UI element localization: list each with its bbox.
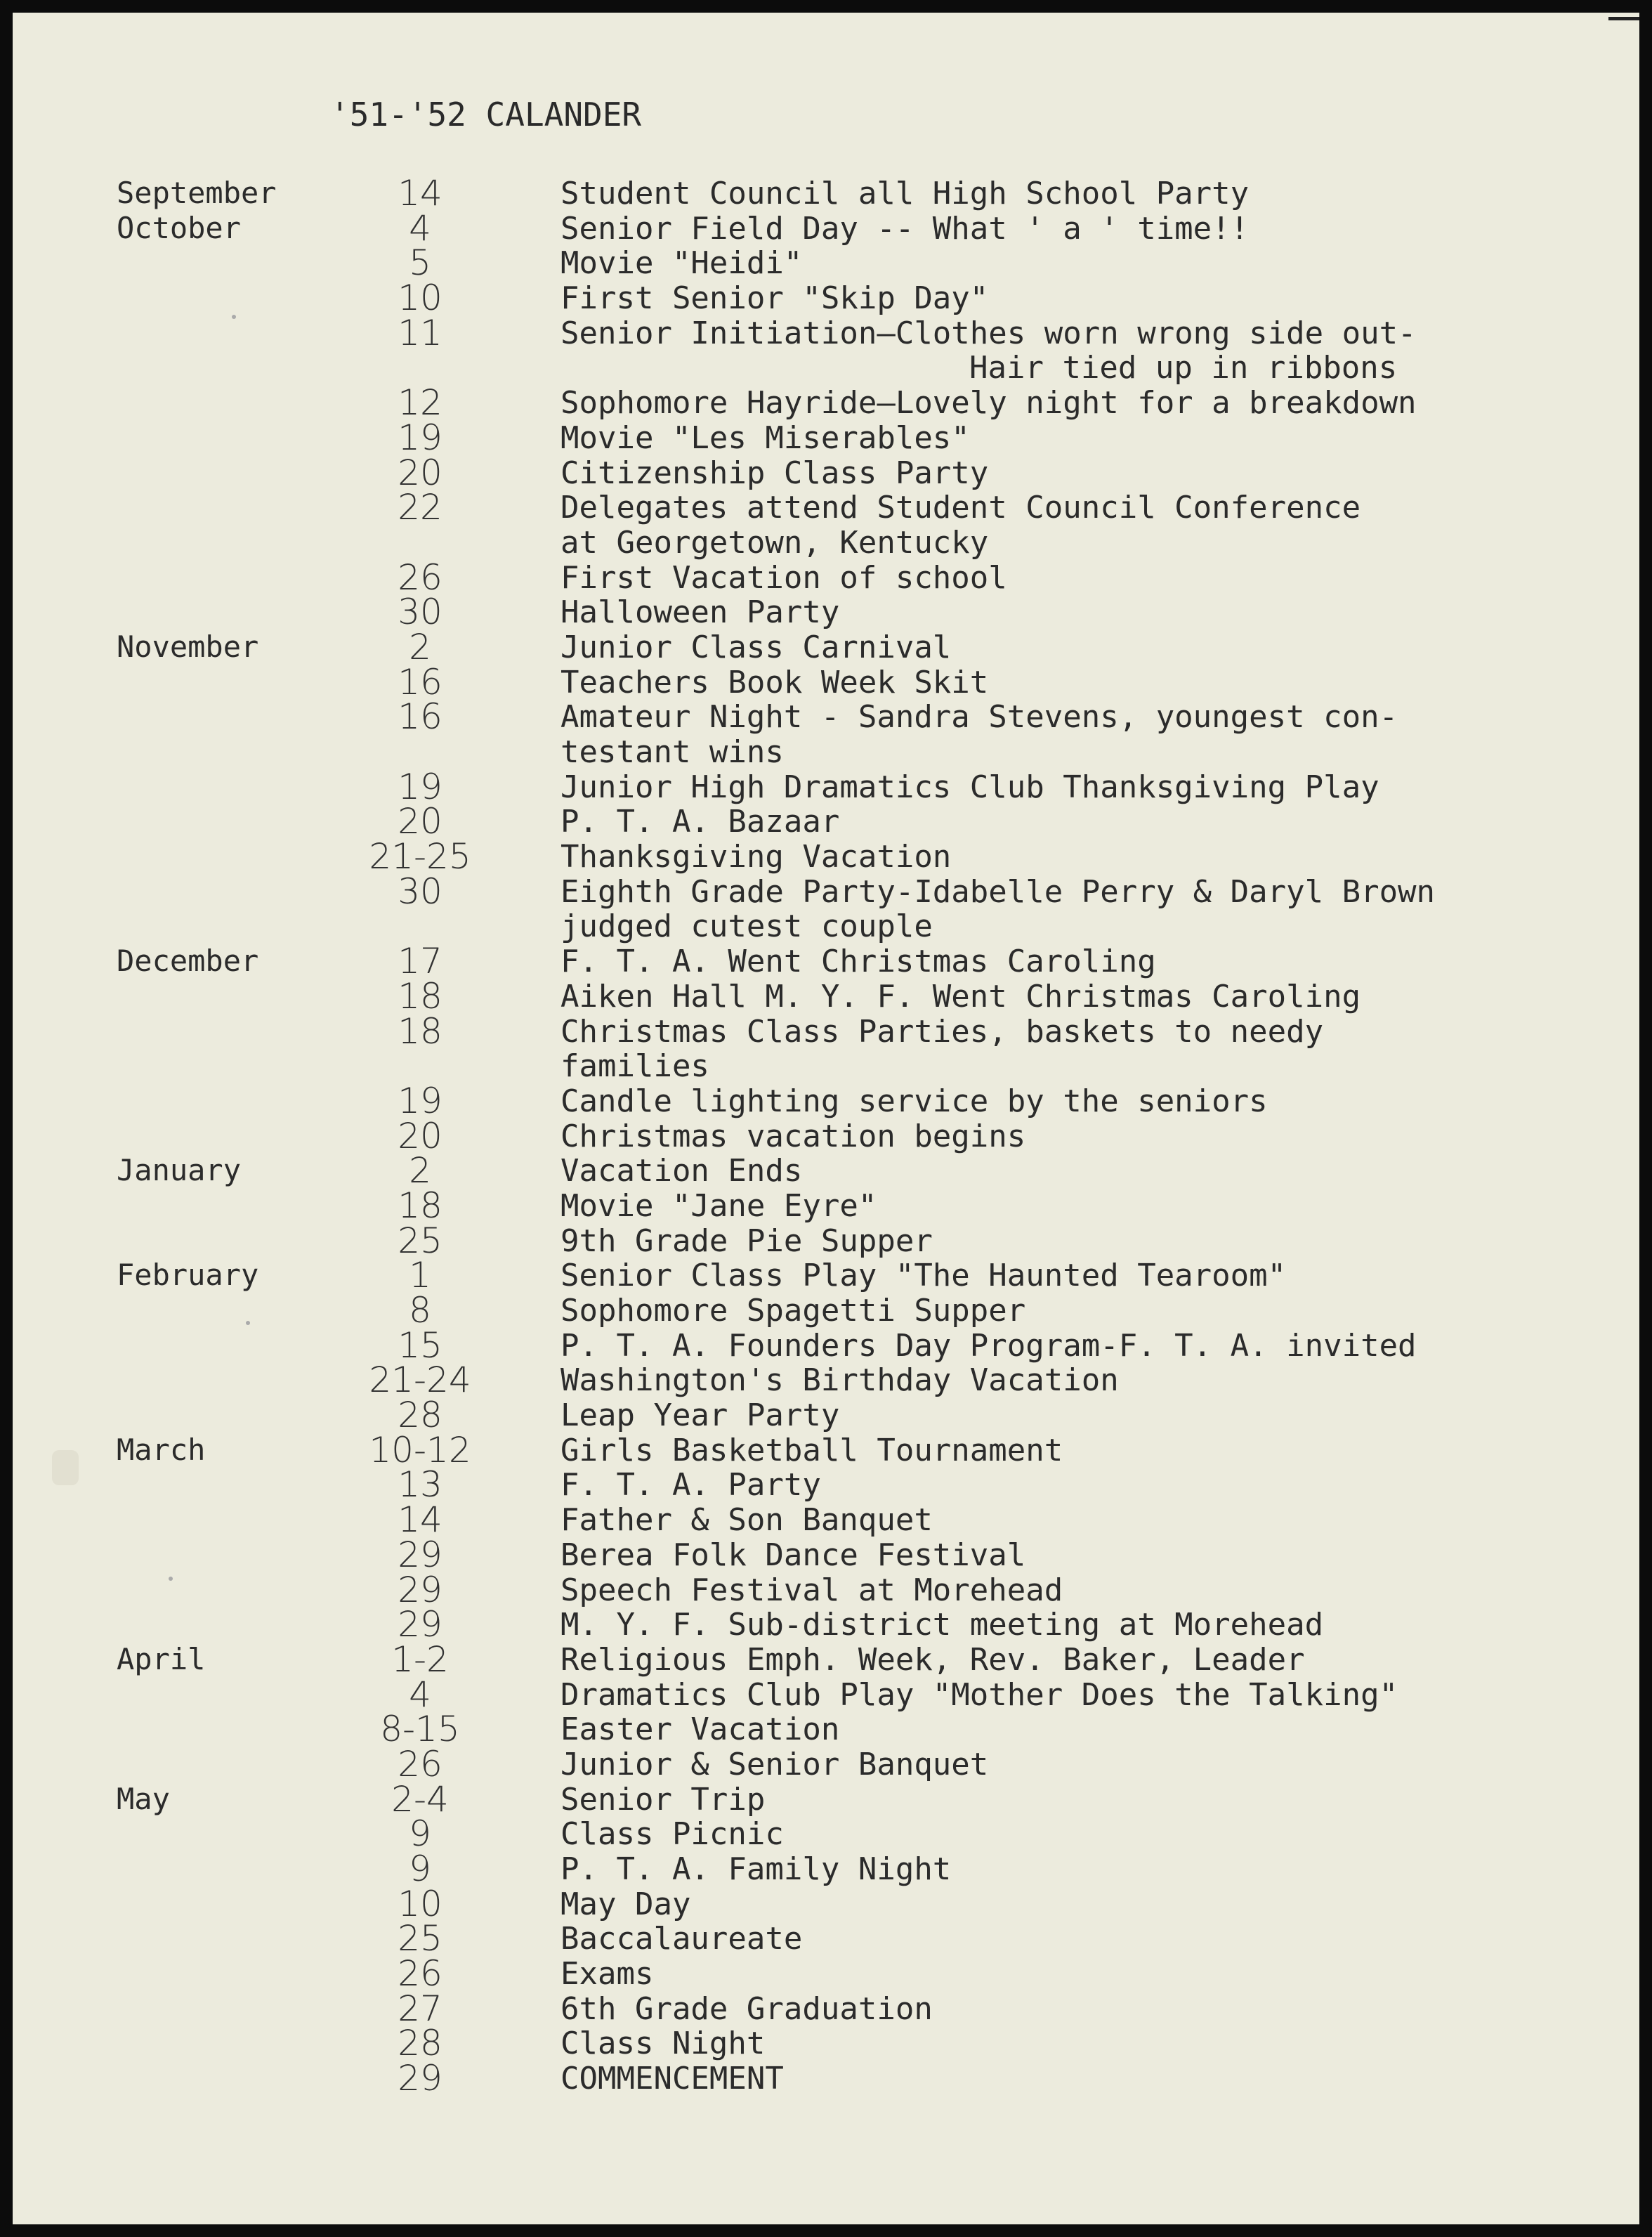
month-label: February	[117, 1258, 259, 1293]
calendar-row	[13, 2058, 1639, 2099]
day-number: 20	[398, 452, 442, 493]
day-number: 10-12	[369, 1429, 471, 1470]
event-description: First Senior "Skip Day"	[560, 280, 989, 317]
calendar-row	[13, 731, 1639, 770]
document-page	[13, 13, 1639, 2224]
day-number: 30	[398, 870, 442, 912]
event-description: COMMENCEMENT	[560, 2061, 784, 2097]
day-number: 2-4	[391, 1778, 449, 1820]
calendar-row	[13, 1883, 1639, 1924]
day-number: 5	[409, 242, 431, 284]
month-label: April	[117, 1641, 206, 1676]
day-number: 4	[409, 1674, 431, 1715]
event-description: families	[560, 1048, 709, 1085]
day-number: 29	[398, 2058, 442, 2099]
day-number: 28	[398, 1395, 442, 1436]
calendar-row	[13, 207, 1639, 249]
calendar-row	[13, 1638, 1639, 1680]
calendar-row	[13, 661, 1639, 703]
event-description: Student Council all High School Party	[560, 176, 1250, 211]
day-number: 29	[398, 1604, 442, 1645]
event-description: Vacation Ends	[560, 1153, 803, 1189]
event-description: Citizenship Class Party	[560, 455, 989, 491]
event-description: Senior Trip	[560, 1781, 766, 1818]
event-description: Senior Initiation—Clothes worn wrong side out-	[560, 315, 1417, 351]
event-description: Thanksgiving Vacation	[560, 839, 952, 875]
calendar-row	[13, 1953, 1639, 1995]
day-number: 2	[409, 626, 431, 667]
day-number: 18	[398, 1010, 442, 1052]
calendar-row	[13, 173, 1639, 214]
event-description: Amateur Night - Sandra Stevens, youngest con-	[560, 699, 1398, 736]
event-description: Class Picnic	[560, 1816, 784, 1853]
day-number: 8	[409, 1290, 431, 1331]
calendar-row	[13, 1534, 1639, 1575]
event-description: judged cutest couple	[560, 908, 933, 945]
event-description: Exams	[560, 1956, 654, 1993]
calendar-row	[13, 1290, 1639, 1331]
calendar-row	[13, 1499, 1639, 1541]
day-number: 26	[398, 1953, 442, 1995]
calendar-row	[13, 1255, 1639, 1296]
day-number: 9	[409, 1848, 431, 1889]
event-description: Baccalaureate	[560, 1921, 803, 1957]
calendar-row	[13, 766, 1639, 807]
calendar-row	[13, 906, 1639, 945]
event-description: Girls Basketball Tournament	[560, 1432, 1063, 1468]
event-description: M. Y. F. Sub-district meeting at Morehead	[560, 1607, 1324, 1643]
day-number: 16	[398, 661, 442, 703]
calendar-row	[13, 556, 1639, 598]
event-description: Junior & Senior Banquet	[560, 1746, 989, 1782]
calendar-row	[13, 1813, 1639, 1855]
calendar-row	[13, 1429, 1639, 1470]
day-number: 4	[409, 207, 431, 249]
calendar-row	[13, 696, 1639, 738]
calendar-row	[13, 1324, 1639, 1366]
day-number: 20	[398, 801, 442, 842]
calendar-row	[13, 1185, 1639, 1226]
event-description: Delegates attend Student Council Conference	[560, 490, 1361, 526]
day-number: 25	[398, 1918, 442, 1959]
calendar-row	[13, 1115, 1639, 1156]
calendar-row	[13, 1604, 1639, 1645]
event-description: testant wins	[560, 734, 784, 770]
corner-mark	[1608, 17, 1639, 20]
event-description: at Georgetown, Kentucky	[560, 524, 989, 561]
calendar-row	[13, 1395, 1639, 1436]
calendar-row	[13, 1010, 1639, 1052]
event-description: P. T. A. Family Night	[560, 1851, 952, 1887]
calendar-row	[13, 1220, 1639, 1261]
event-description: Eighth Grade Party-Idabelle Perry & Daryl Brown	[560, 873, 1436, 910]
event-description: Candle lighting service by the seniors	[560, 1083, 1268, 1119]
day-number: 28	[398, 2023, 442, 2064]
day-number: 11	[398, 312, 442, 353]
day-number: 25	[398, 1220, 442, 1261]
event-description: Movie "Jane Eyre"	[560, 1187, 877, 1224]
day-number: 26	[398, 1743, 442, 1785]
event-description: 6th Grade Graduation	[560, 1990, 933, 2027]
calendar-row	[13, 278, 1639, 319]
calendar-row	[13, 1080, 1639, 1121]
calendar-row	[13, 487, 1639, 528]
event-description: F. T. A. Went Christmas Caroling	[560, 944, 1156, 980]
event-description: Halloween Party	[560, 594, 840, 631]
month-label: January	[117, 1153, 242, 1188]
calendar-row	[13, 1743, 1639, 1785]
event-description: Berea Folk Dance Festival	[560, 1537, 1026, 1573]
calendar-row	[13, 522, 1639, 561]
event-description: F. T. A. Party	[560, 1467, 821, 1504]
event-description: Sophomore Spagetti Supper	[560, 1293, 1026, 1329]
calendar-row	[13, 1569, 1639, 1610]
day-number: 1	[409, 1255, 431, 1296]
day-number: 13	[398, 1464, 442, 1506]
event-description: Hair tied up in ribbons	[969, 350, 1398, 386]
month-label: December	[117, 944, 259, 979]
calendar-row	[13, 870, 1639, 912]
day-number: 21-24	[369, 1359, 471, 1401]
calendar-row	[13, 1464, 1639, 1506]
calendar-row	[13, 1045, 1639, 1085]
calendar-row	[13, 452, 1639, 493]
calendar-row	[13, 801, 1639, 842]
day-number: 29	[398, 1569, 442, 1610]
calendar-row	[13, 1674, 1639, 1715]
calendar-row	[13, 941, 1639, 982]
event-description: Movie "Les Miserables"	[560, 419, 970, 456]
event-description: Movie "Heidi"	[560, 245, 803, 282]
day-number: 12	[398, 382, 442, 424]
day-number: 15	[398, 1324, 442, 1366]
event-description: Father & Son Banquet	[560, 1502, 933, 1539]
day-number: 10	[398, 1883, 442, 1924]
day-number: 19	[398, 766, 442, 807]
month-label: September	[117, 176, 277, 210]
event-description: P. T. A. Founders Day Program-F. T. A. invited	[560, 1327, 1417, 1364]
event-description: Easter Vacation	[560, 1711, 840, 1748]
event-description: P. T. A. Bazaar	[560, 804, 840, 840]
day-number: 14	[398, 1499, 442, 1541]
event-description: Senior Class Play "The Haunted Tearoom"	[560, 1258, 1287, 1294]
calendar-row	[13, 1918, 1639, 1959]
day-number: 16	[398, 696, 442, 738]
calendar-row	[13, 1150, 1639, 1192]
calendar-row	[13, 382, 1639, 424]
event-description: Teachers Book Week Skit	[560, 664, 989, 700]
day-number: 14	[398, 173, 442, 214]
month-label: November	[117, 629, 259, 664]
day-number: 18	[398, 975, 442, 1017]
event-description: First Vacation of school	[560, 559, 1007, 596]
calendar-row	[13, 1848, 1639, 1889]
day-number: 19	[398, 1080, 442, 1121]
page-title: '51-'52 CALANDER	[330, 96, 642, 133]
calendar-row	[13, 2023, 1639, 2064]
month-label: October	[117, 210, 242, 245]
day-number: 22	[398, 487, 442, 528]
month-label: March	[117, 1432, 206, 1467]
day-number: 1-2	[391, 1638, 449, 1680]
calendar-row	[13, 242, 1639, 284]
day-number: 2	[409, 1150, 431, 1192]
event-description: Christmas vacation begins	[560, 1118, 1026, 1154]
day-number: 20	[398, 1115, 442, 1156]
day-number: 19	[398, 417, 442, 458]
event-description: Aiken Hall M. Y. F. Went Christmas Caroling	[560, 978, 1361, 1015]
calendar-row	[13, 836, 1639, 878]
day-number: 26	[398, 556, 442, 598]
event-description: 9th Grade Pie Supper	[560, 1222, 933, 1259]
event-description: Sophomore Hayride—Lovely night for a breakdown	[560, 385, 1417, 422]
calendar-row	[13, 1988, 1639, 2029]
day-number: 10	[398, 278, 442, 319]
calendar-row	[13, 312, 1639, 353]
calendar-row	[13, 1709, 1639, 1750]
calendar-row	[13, 1778, 1639, 1820]
calendar-row	[13, 347, 1639, 386]
event-description: Speech Festival at Morehead	[560, 1572, 1063, 1608]
day-number: 18	[398, 1185, 442, 1226]
day-number: 27	[398, 1988, 442, 2029]
calendar-row	[13, 1359, 1639, 1401]
day-number: 21-25	[369, 836, 471, 878]
event-description: Christmas Class Parties, baskets to needy	[560, 1013, 1324, 1050]
event-description: Religious Emph. Week, Rev. Baker, Leader	[560, 1641, 1305, 1678]
event-description: Leap Year Party	[560, 1397, 840, 1434]
month-label: May	[117, 1781, 170, 1816]
calendar-row	[13, 626, 1639, 667]
event-description: Washington's Birthday Vacation	[560, 1362, 1119, 1399]
event-description: Junior High Dramatics Club Thanksgiving Play	[560, 769, 1379, 805]
calendar-row	[13, 975, 1639, 1017]
day-number: 29	[398, 1534, 442, 1575]
event-description: Senior Field Day -- What ' a ' time!!	[560, 210, 1250, 247]
day-number: 30	[398, 592, 442, 633]
event-description: Dramatics Club Play "Mother Does the Talking"	[560, 1676, 1398, 1713]
calendar-row	[13, 417, 1639, 458]
calendar-entries	[13, 173, 1639, 2099]
event-description: Junior Class Carnival	[560, 629, 952, 665]
event-description: May Day	[560, 1886, 691, 1922]
calendar-row	[13, 592, 1639, 633]
day-number: 9	[409, 1813, 431, 1855]
day-number: 8-15	[380, 1709, 460, 1750]
day-number: 17	[398, 941, 442, 982]
event-description: Class Night	[560, 2026, 766, 2062]
